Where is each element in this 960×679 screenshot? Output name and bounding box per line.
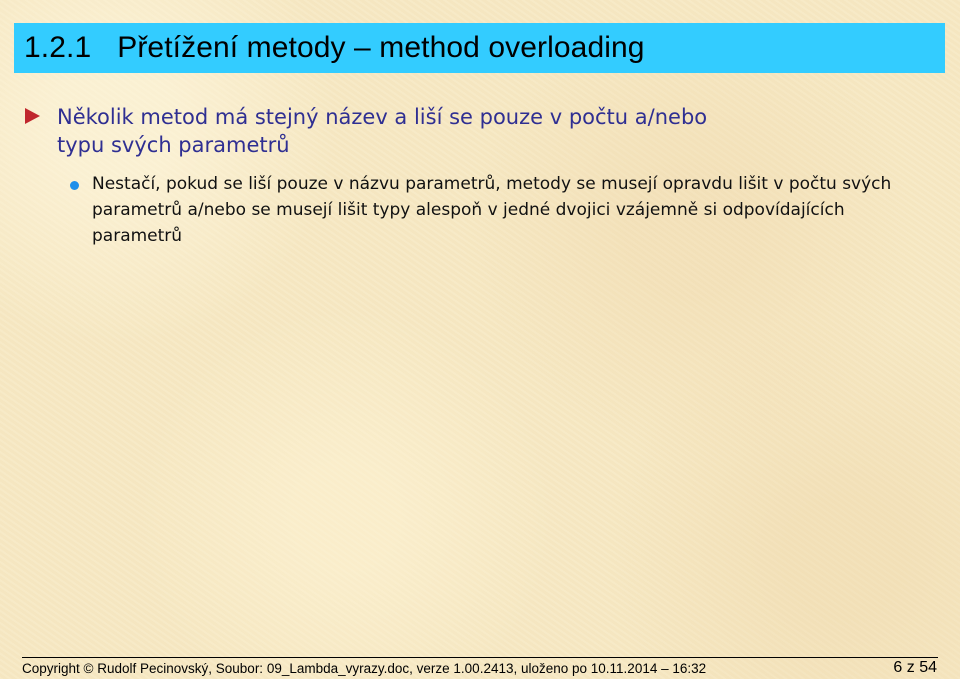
bullet-level2-text: Nestačí, pokud se liší pouze v názvu parametrů, metody se musejí opravdu lišit v počtu svých parametrů a/nebo se musejí lišit typy alespoň v jedné dvojici vzájemně si odpovídajících parametrů [92,174,892,246]
footer-copyright: Copyright © Rudolf Pecinovský, Soubor: 09_Lambda_vyrazy.doc, verze 1.00.2413, uloženo po 10.11.2014 – 16:32 [22,661,707,676]
page-current: 6 [893,659,903,676]
bullet-level1 [25,103,925,159]
page-total: 54 [919,659,937,676]
bullet-level2 [70,171,940,249]
page-separator: z [906,659,915,676]
bullet-level1-text: Několik metod má stejný název a liší se pouze v počtu a/nebo typu svých parametrů [57,105,708,157]
title-text: Přetížení metody – method overloading [117,31,645,64]
page-number [893,659,937,677]
dot-bullet-icon [70,181,79,190]
page-title [24,31,645,65]
title-number: 1.2.1 [24,31,92,64]
title-bar [14,23,945,73]
triangle-bullet-icon [25,108,40,124]
footer-divider [22,657,938,658]
